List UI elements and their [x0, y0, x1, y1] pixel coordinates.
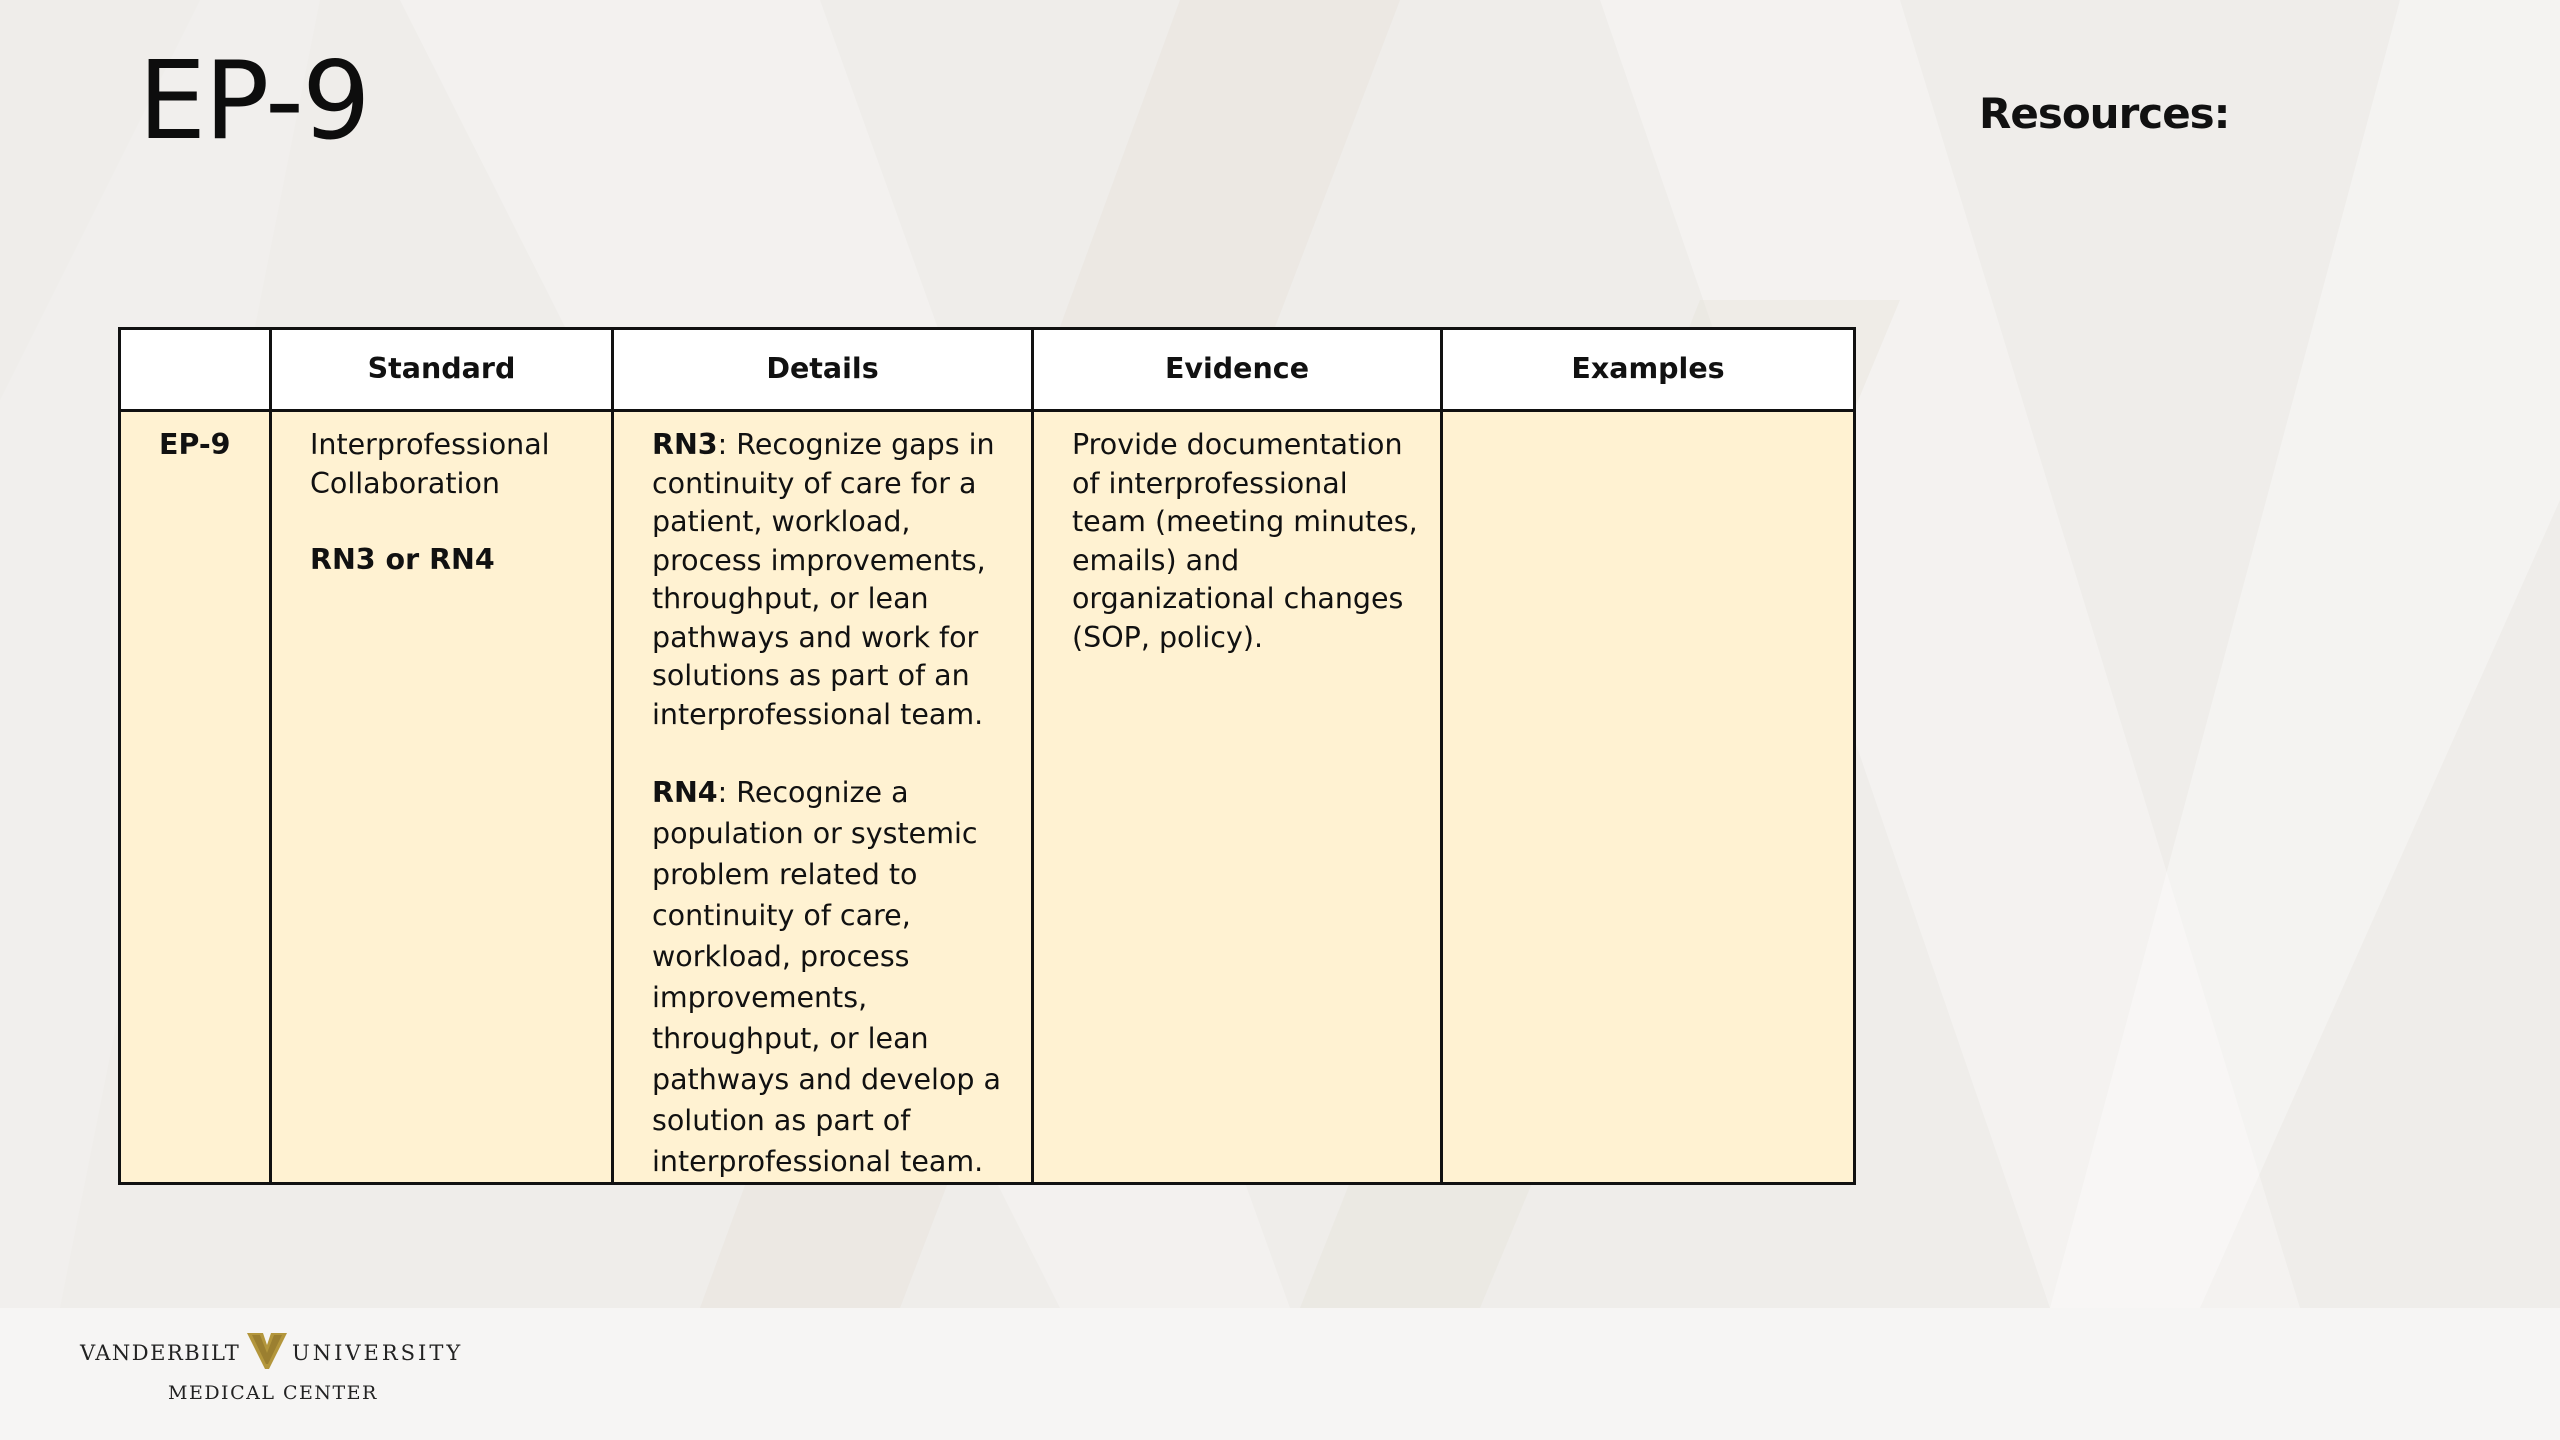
- header-examples: Examples: [1442, 329, 1855, 411]
- rn4-text: : Recognize a population or systemic problem related to continuity of care, workload, process improvements, throughput, or lean pathways and develop a solution as part of interprofessional team.: [652, 776, 1002, 1178]
- spacer: [310, 503, 591, 541]
- standard-cell: [271, 411, 613, 1184]
- standard-levels: RN3 or RN4: [310, 543, 495, 576]
- slide-title: EP-9: [138, 39, 369, 164]
- row-id-cell: [120, 411, 271, 1184]
- ep-standard-table: [118, 327, 1856, 1185]
- spacer: [652, 734, 1011, 772]
- header-standard: Standard: [271, 329, 613, 411]
- vanderbilt-v-oak-leaf-icon: [246, 1331, 288, 1371]
- evidence-text: Provide documentation of interprofessional team (meeting minutes, emails) and organizational changes (SOP, policy).: [1072, 428, 1418, 654]
- evidence-cell: [1033, 411, 1442, 1184]
- logo-medical-center-text: MEDICAL CENTER: [168, 1382, 378, 1404]
- logo-university-text: UNIVERSITY: [292, 1341, 464, 1365]
- resources-heading: Resources:: [1979, 89, 2230, 138]
- header-evidence: Evidence: [1033, 329, 1442, 411]
- header-blank: [120, 329, 271, 411]
- details-cell: [613, 411, 1033, 1184]
- header-details: Details: [613, 329, 1033, 411]
- examples-cell: [1442, 411, 1855, 1184]
- standard-name: Interprofessional Collaboration: [310, 428, 550, 500]
- table-header-row: [120, 329, 1855, 411]
- rn3-detail: [652, 426, 1011, 734]
- logo-vanderbilt-text: VANDERBILT: [80, 1341, 241, 1365]
- vanderbilt-logo: [80, 1330, 464, 1410]
- table-row: [120, 411, 1855, 1184]
- row-id: EP-9: [159, 428, 231, 461]
- rn4-label: RN4: [652, 776, 718, 809]
- rn3-label: RN3: [652, 428, 718, 461]
- rn3-text: : Recognize gaps in continuity of care for a patient, workload, process improvements, throughput, or lean pathways and work for solutions as part of an interprofessional team.: [652, 428, 995, 731]
- rn4-detail: [652, 772, 1011, 1182]
